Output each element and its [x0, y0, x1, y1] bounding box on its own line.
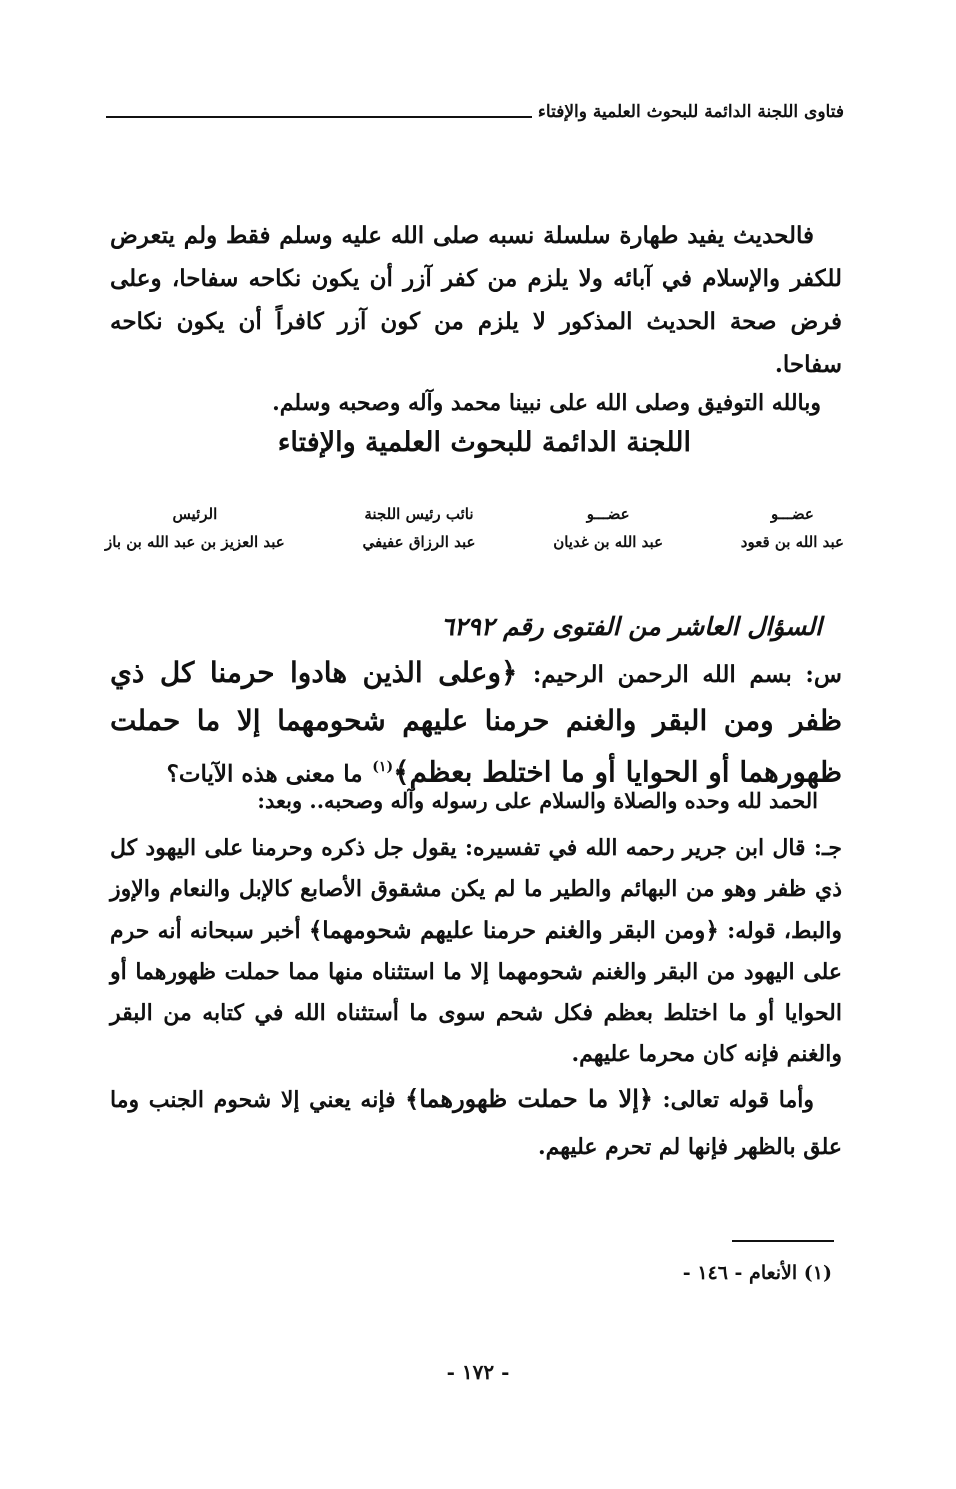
footnote-ref: (١) [372, 759, 394, 775]
praise-line: الحمد لله وحده والصلاة والسلام على رسوله وآله وصحبه.. وبعد: [257, 788, 818, 813]
question-heading: السؤال العاشر من الفتوى رقم ٦٢٩٢ [440, 612, 822, 641]
signature-chair [105, 505, 285, 551]
signature-name: عبد الله بن غديان [553, 533, 664, 551]
final-text-2: فإنه يعني إلا شحوم الجنب وما علق بالظهر فإنها لم تحرم عليهم. [110, 1087, 842, 1160]
running-header [106, 102, 844, 122]
paragraph-text: فالحديث يفيد طهارة سلسلة نسبه صلى الله عليه وسلم فقط ولم يتعرض للكفر والإسلام في آبائه ولا يلزم من كفر آزر أن يكون نكاحه سفاحا، وعلى فرض صحة الحديث المذكور لا يلزم من كون آزر كافراً أن يكون نكاحه سفاحا. [110, 222, 842, 378]
final-paragraph [110, 1075, 842, 1171]
closing-line: وبالله التوفيق وصلى الله على نبينا محمد وآله وصحبه وسلم. [272, 390, 821, 416]
signature-member [553, 505, 663, 551]
question-verse: ﴿وعلى الذين هادوا حرمنا كل ذي ظفر ومن البقر والغنم حرمنا عليهم شحومهما إلا ما حملت ظهورهما أو الحوايا أو ما اختلط بعظم﴾ [110, 656, 842, 789]
answer-text-2: أخبر سبحانه أنه حرم على اليهود من البقر والغنم شحومهما إلا ما استثناه منها مما حملت ظهورهما أو الحوايا أو ما اختلط بعظم فكل شحم سوى ما أستثناه الله في كتابه من البقر والغنم فإنه كان محرما عليهم. [110, 918, 842, 1067]
answer-block [110, 828, 842, 1075]
question-block [110, 650, 842, 797]
signature-name: عبد الرزاق عفيفي [362, 533, 476, 551]
committee-title: اللجنة الدائمة للبحوث العلمية والإفتاء [277, 427, 691, 458]
final-verse: ﴿إلا ما حملت ظهورهما﴾ [405, 1084, 653, 1113]
header-title: فتاوى اللجنة الدائمة للبحوث العلمية والإفتاء [537, 102, 844, 122]
signature-name: عبد العزيز بن عبد الله بن باز [105, 533, 285, 551]
signature-member [741, 505, 844, 551]
final-text-1: وأما قوله تعالى: [662, 1087, 814, 1113]
question-prefix: س: بسم الله الرحمن الرحيم: [532, 661, 843, 688]
header-rule [106, 116, 532, 118]
signature-role: عضـــو [770, 505, 814, 523]
answer-text-1: جـ: قال ابن جرير رحمه الله في تفسيره: يقول جل ذكره وحرمنا على اليهود كل ذي ظفر وهو من البهائم والطير ما لم يكن مشقوق الأصابع كالإبل والنعام والإوز والبط، قوله: [110, 835, 842, 944]
signature-role: نائب رئيس اللجنة [364, 505, 474, 523]
page-number: - ١٧٢ - [446, 1360, 510, 1384]
footnote-rule [732, 1240, 834, 1242]
signature-vice-chair [362, 505, 475, 551]
signatures-block [105, 505, 844, 551]
answer-verse: ﴿ومن البقر والغنم حرمنا عليهم شحومهما﴾ [308, 917, 719, 944]
paragraph-hadith [110, 214, 842, 386]
footnote: (١) الأنعام - ١٤٦ - [682, 1262, 832, 1284]
question-suffix: ما معنى هذه الآيات؟ [166, 760, 363, 788]
signature-role: عضـــو [586, 505, 630, 523]
signature-role: الرئيس [172, 505, 218, 523]
signature-name: عبد الله بن قعود [740, 533, 844, 551]
